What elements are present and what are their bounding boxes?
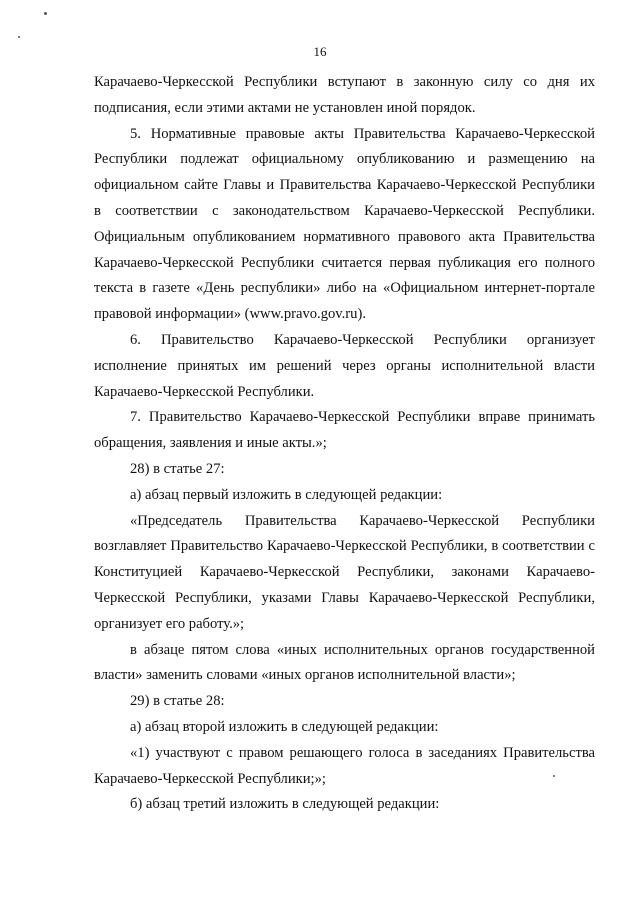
paragraph: 5. Нормативные правовые акты Правительства Карачаево-Черкесской Республики подлежат официальному опубликованию и размещению на официальном сайте Главы и Правительства Карачаево-Черкесской Республики в соответствии с законодательством Карачаево-Черкесской Республики. Официальным опубликованием нормативного правового акта Правительства Карачаево-Черкесской Республики считается первая публикация его полного текста в газете «День республики» либо на «Официальном интернет-портале правовой информации» (www.pravo.gov.ru). [94, 125, 595, 323]
document-body [94, 70, 595, 818]
scan-speck [44, 12, 47, 15]
scan-speck [18, 36, 20, 38]
paragraph: 28) в статье 27: [130, 460, 225, 477]
paragraph: б) абзац третий изложить в следующей редакции: [130, 796, 440, 813]
paragraph: 29) в статье 28: [130, 693, 225, 710]
paragraph: «1) участвуют с правом решающего голоса в заседаниях Правительства Карачаево-Черкесской Республики;»; [94, 744, 595, 787]
paragraph: 6. Правительство Карачаево-Черкесской Республики организует исполнение принятых им решений через органы исполнительной власти Карачаево-Черкесской Республики. [94, 331, 595, 400]
paragraph: а) абзац первый изложить в следующей редакции: [130, 486, 443, 503]
paragraph: а) абзац второй изложить в следующей редакции: [130, 718, 439, 735]
paragraph: 7. Правительство Карачаево-Черкесской Республики вправе принимать обращения, заявления и иные акты.»; [94, 409, 595, 452]
paragraph: Карачаево-Черкесской Республики вступают в законную силу со дня их подписания, если этими актами не установлен иной порядок. [94, 74, 595, 116]
paragraph: «Председатель Правительства Карачаево-Черкесской Республики возглавляет Правительство Карачаево-Черкесской Республики, в соответствии с Конституцией Карачаево-Черкесской Республики, законами Карачаево-Черкесской Республики, указами Главы Карачаево-Черкесской Республики, организует его работу.»; [94, 512, 595, 632]
page-number: 16 [313, 44, 327, 59]
paragraph: в абзаце пятом слова «иных исполнительных органов государственной власти» заменить словами «иных органов исполнительной власти»; [94, 641, 595, 684]
